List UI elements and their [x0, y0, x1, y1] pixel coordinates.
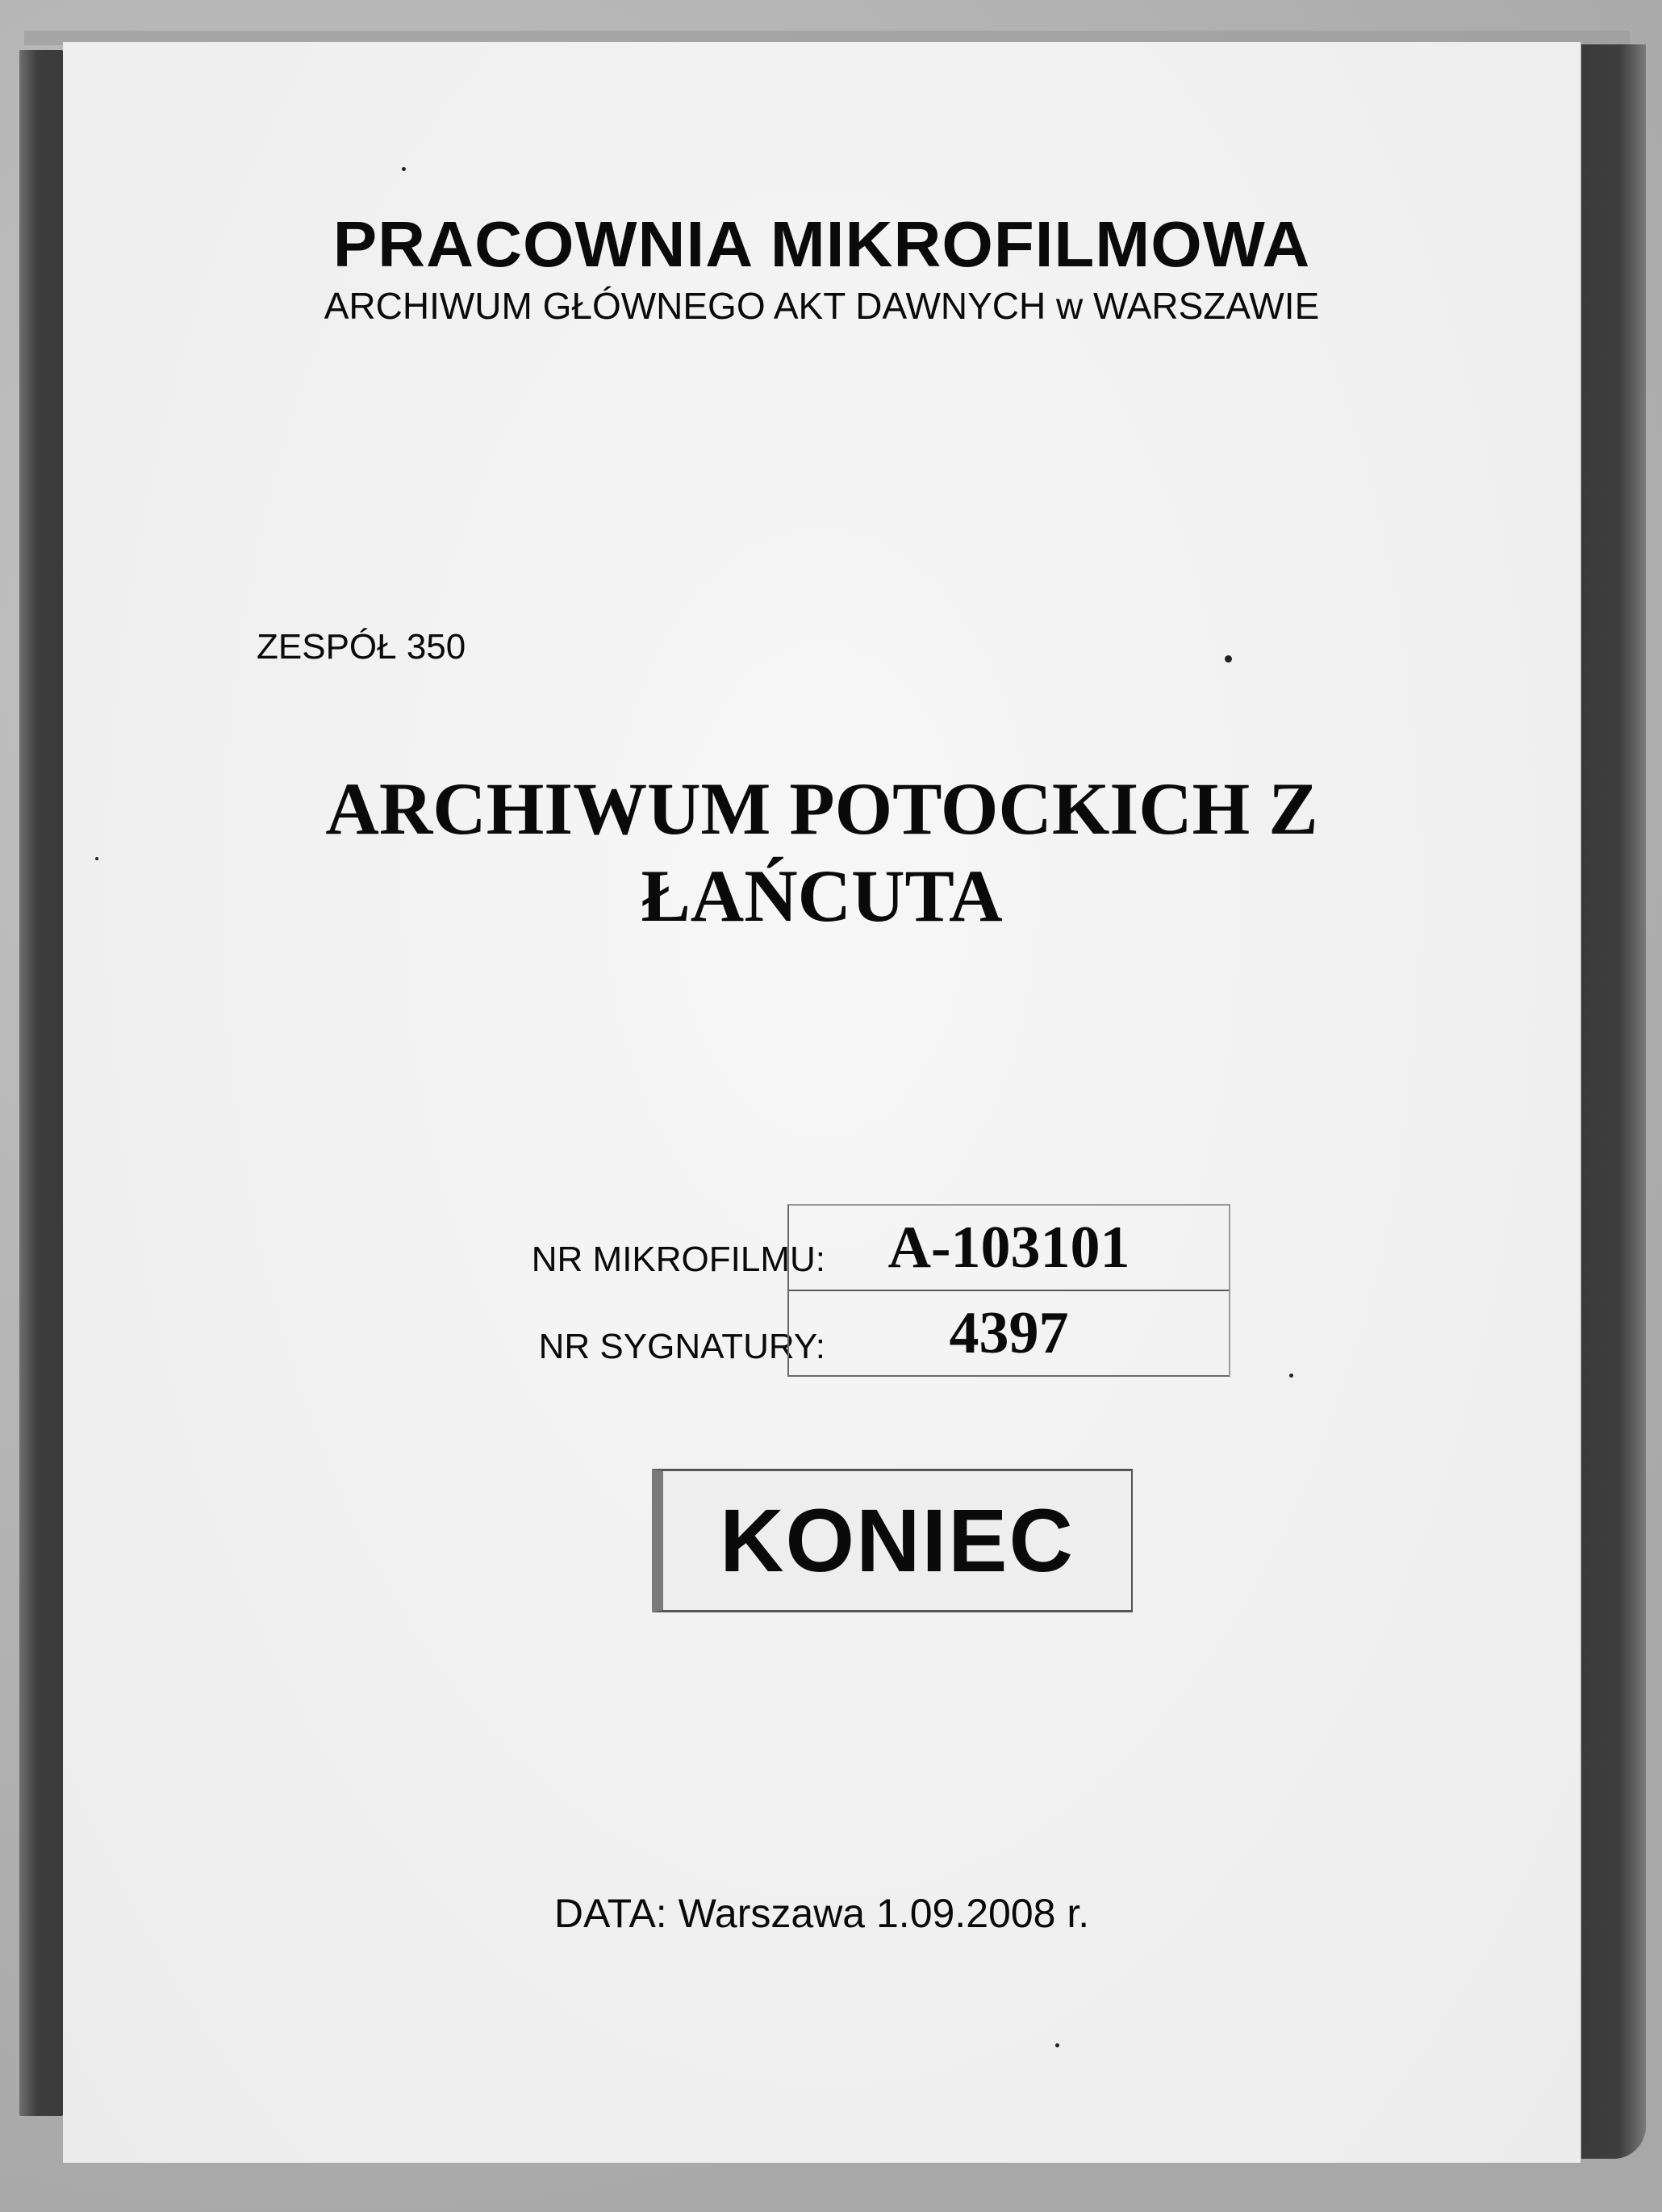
header-title: PRACOWNIA MIKROFILMOWA [332, 208, 1311, 280]
microfilm-number-label: NR MIKROFILMU: [531, 1240, 825, 1279]
film-speck [1289, 1374, 1293, 1378]
document-page [63, 42, 1581, 2163]
end-marker-label: KONIEC [720, 1491, 1075, 1591]
fond-number-label: ZESPÓŁ 350 [257, 627, 466, 667]
film-shadow-right [1581, 44, 1646, 2159]
metadata-labels [470, 1216, 825, 1390]
metadata-values-box [787, 1204, 1230, 1377]
fond-title-line2: ŁAŃCUTA [641, 855, 1003, 937]
date-line: DATA: Warszawa 1.09.2008 r. [553, 1891, 1090, 1936]
fond-title-line1: ARCHIWUM POTOCKICH Z [325, 767, 1318, 850]
fond-title [63, 768, 1581, 936]
film-speck [1225, 655, 1232, 663]
film-speck [1055, 2043, 1059, 2047]
end-marker-box [652, 1469, 1133, 1612]
signature-number-label: NR SYGNATURY: [538, 1327, 825, 1366]
microfilm-number-value: A-103101 [887, 1214, 1130, 1281]
film-shadow-left [19, 50, 63, 2116]
film-speck [95, 857, 98, 860]
signature-number-value: 4397 [789, 1290, 1229, 1375]
film-speck [402, 167, 406, 171]
header-subtitle: ARCHIWUM GŁÓWNEGO AKT DAWNYCH w WARSZAWIE [324, 285, 1320, 327]
